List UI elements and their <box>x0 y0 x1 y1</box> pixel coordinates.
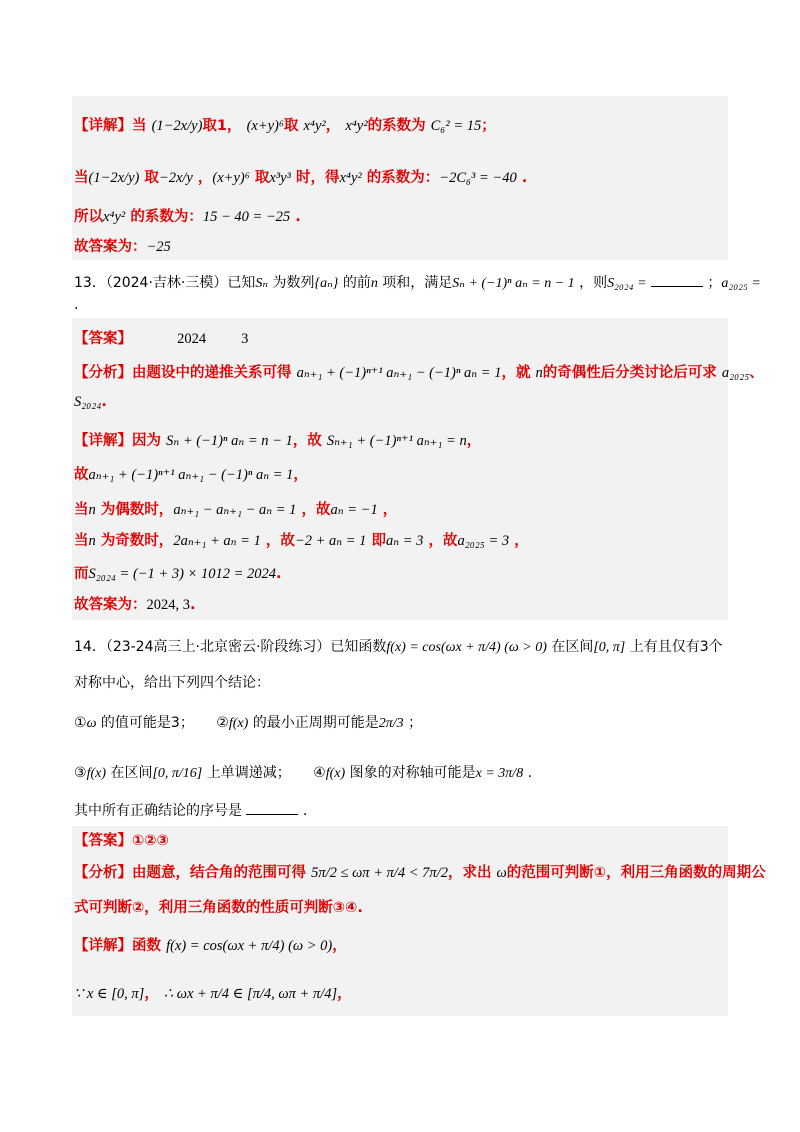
q13-answer: 【答案】 2024 3 <box>74 331 249 347</box>
q14-question: 其中所有正确结论的序号是 . <box>74 800 307 822</box>
q14-detail-1: 【详解】函数 f(x) = cos(ωx + π/4) (ω > 0)， <box>74 938 347 954</box>
q13-analysis-2: S₂₀₂₄. <box>74 394 107 410</box>
q12-final-answer: 故答案为：−25 <box>74 239 171 255</box>
q13-detail-5: 而S₂₀₂₄ = (−1 + 3) × 1012 = 2024. <box>74 566 282 582</box>
q13-final-answer: 故答案为：2024, 3. <box>74 597 196 613</box>
q14-answer: 【答案】①②③ <box>74 833 169 849</box>
q13-detail-1: 【详解】因为 Sₙ + (−1)ⁿ aₙ = n − 1，故 Sₙ₊₁ + (−1)ⁿ⁺¹ aₙ₊₁ = n， <box>74 433 482 449</box>
q13-analysis: 【分析】由题设中的递推关系可得 aₙ₊₁ + (−1)ⁿ⁺¹ aₙ₊₁ − (−1)ⁿ aₙ = 1，就 n的奇偶性后分类讨论后可求 a₂₀₂₅、 <box>74 365 764 381</box>
q14-stem-2: 对称中心，给出下列四个结论： <box>74 675 270 691</box>
answer-blank <box>246 800 298 815</box>
q13-detail-2: 故aₙ₊₁ + (−1)ⁿ⁺¹ aₙ₊₁ − (−1)ⁿ aₙ = 1， <box>74 467 308 483</box>
q12-detail-line-2: 当(1−2x/y) 取−2x/y ，(x+y)⁶ 取x³y³ 时，得x⁴y² 的系数为：−2C₆³ = −40 . <box>74 170 528 186</box>
q13-stem-end: . <box>74 297 79 313</box>
q14-conclusions-2: ③f(x) 在区间[0, π/16] 上单调递减； ④f(x) 图象的对称轴可能是x = 3π/8 . <box>74 765 533 781</box>
q12-detail-line-3: 所以x⁴y² 的系数为：15 − 40 = −25 . <box>74 209 301 225</box>
q14-analysis-2: 式可判断②，利用三角函数的性质可判断③④. <box>74 900 363 916</box>
q14-conclusions-1: ①ω 的值可能是3； ②f(x) 的最小正周期可能是2π/3 ； <box>74 715 423 731</box>
q13-stem: 13．（2024·吉林·三模）已知Sₙ 为数列{aₙ} 的前n 项和，满足Sₙ + (−1)ⁿ aₙ = n − 1 ，则S₂₀₂₄ = ；a₂₀₂₅ = <box>74 272 761 295</box>
q13-detail-4: 当n 为奇数时，2aₙ₊₁ + aₙ = 1 ，故−2 + aₙ = 1 即aₙ = 3 ，故a₂₀₂₅ = 3 ， <box>74 533 529 549</box>
answer-blank <box>651 272 703 287</box>
q14-detail-2: ∵ x ∈ [0, π]， ∴ ωx + π/4 ∈ [π/4, ωπ + π/4]， <box>74 986 352 1002</box>
q14-analysis-1: 【分析】由题意，结合角的范围可得 5π/2 ≤ ωπ + π/4 < 7π/2，求出 ω的范围可判断①，利用三角函数的周期公 <box>74 865 766 881</box>
q14-stem: 14．（23-24高三上·北京密云·阶段练习）已知函数f(x) = cos(ωx + π/4) (ω > 0) 在区间[0, π] 上有且仅有3个 <box>74 639 723 655</box>
q12-detail-line-1: 【详解】当 (1−2x/y)取1， (x+y)⁶取 x⁴y²， x⁴y²的系数为 C₆² = 15； <box>74 118 496 134</box>
q13-detail-3: 当n 为偶数时，aₙ₊₁ − aₙ₊₁ − aₙ = 1 ，故aₙ = −1 ， <box>74 502 398 518</box>
